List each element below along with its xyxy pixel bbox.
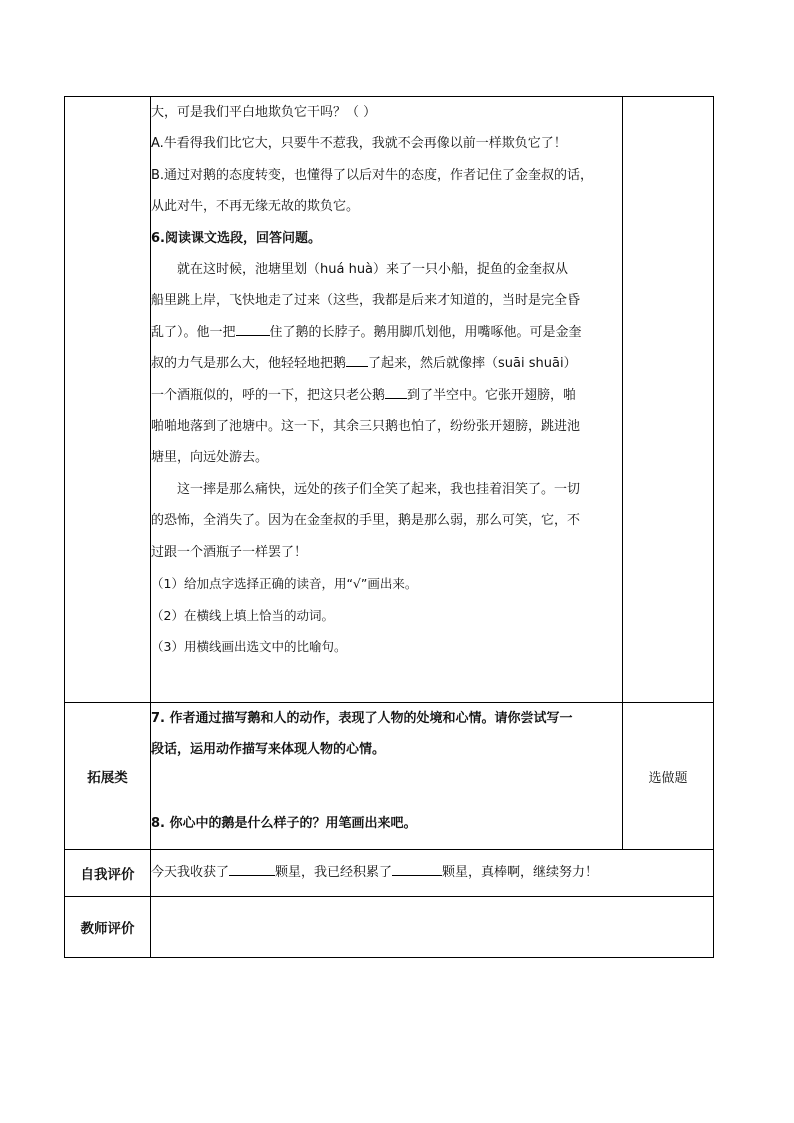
optional-note: 选做题	[623, 703, 714, 850]
reading-content	[151, 97, 623, 703]
passage-line-with-blank	[151, 317, 622, 348]
reading-row	[65, 97, 714, 703]
question-6-title: 6.阅读课文选段，回答问题。	[151, 230, 321, 246]
self-eval-text: 颗星，我已经积累了	[275, 865, 393, 881]
question-5-option-a: A.牛看得我们比它大，只要牛不惹我，我就不会再像以前一样欺负它了！	[151, 136, 567, 152]
self-eval-sentence	[151, 857, 713, 888]
passage-text: 住了鹅的长脖子。鹅用脚爪划他，用嘴啄他。可是金奎	[269, 324, 582, 340]
reading-note-cell	[623, 97, 714, 703]
question-7-line1: 7. 作者通过描写鹅和人的动作，表现了人物的处境和心情。请你尝试写一	[151, 711, 573, 726]
teacher-eval-content[interactable]	[151, 897, 714, 958]
passage-text: 到了半空中。它张开翅膀，啪	[407, 387, 577, 403]
extension-content	[151, 703, 623, 850]
extension-label: 拓展类	[65, 703, 151, 850]
answer-blank[interactable]	[346, 352, 368, 367]
self-eval-row	[65, 850, 714, 897]
teacher-eval-row	[65, 897, 714, 958]
passage-text: 了起来，然后就像摔（suāi shuāi）	[368, 356, 577, 372]
passage-text: 一个酒瓶似的，呼的一下，把这只老公鹅	[151, 387, 386, 403]
passage-line: 过跟一个酒瓶子一样罢了！	[151, 544, 308, 560]
answer-space[interactable]	[151, 766, 622, 808]
passage-text: 叔的力气是那么大，他轻轻地把鹅	[151, 356, 347, 372]
sub-question-2: （2）在横线上填上恰当的动词。	[151, 607, 334, 623]
self-eval-text: 颗星，真棒啊，继续努力！	[442, 865, 599, 881]
question-5-option-b-line1: B.通过对鹅的态度转变，也懂得了以后对牛的态度，作者记住了金奎叔的话，	[151, 167, 594, 183]
teacher-eval-label: 教师评价	[65, 897, 151, 958]
passage-line-with-blank	[151, 380, 622, 411]
answer-blank[interactable]	[236, 321, 270, 336]
self-eval-content	[151, 850, 714, 897]
stars-earned-blank[interactable]	[229, 861, 275, 876]
passage-line: 就在这时候，池塘里划（huá huà）来了一只小船，捉鱼的金奎叔从	[177, 262, 569, 278]
reading-row-label-cell	[65, 97, 151, 703]
question-5-option-b-line2: 从此对牛，不再无缘无故的欺负它。	[151, 199, 360, 215]
self-eval-label: 自我评价	[65, 850, 151, 897]
passage-line: 这一摔是那么痛快，远处的孩子们全笑了起来，我也挂着泪笑了。一切	[177, 481, 581, 497]
worksheet-table	[64, 96, 714, 958]
sub-question-3: （3）用横线画出选文中的比喻句。	[151, 638, 347, 654]
passage-text: 乱了）。他一把	[151, 324, 236, 340]
question-5-tail: 大，可是我们平白地欺负它干吗？（ ）	[151, 105, 377, 120]
passage-line: 船里跳上岸，飞快地走了过来（这些，我都是后来才知道的，当时是完全昏	[151, 293, 581, 309]
passage-line: 塘里，向远处游去。	[151, 450, 269, 466]
question-8: 8. 你心中的鹅是什么样子的？用笔画出来吧。	[151, 815, 417, 831]
stars-total-blank[interactable]	[392, 861, 442, 876]
passage-line: 啪啪地落到了池塘中。这一下，其余三只鹅也怕了，纷纷张开翅膀，跳进池	[151, 419, 581, 435]
extension-row	[65, 703, 714, 850]
self-eval-text: 今天我收获了	[151, 865, 230, 881]
passage-line-with-blank	[151, 348, 622, 379]
sub-question-1: （1）给加点字选择正确的读音，用“√”画出来。	[151, 576, 418, 592]
answer-blank[interactable]	[385, 384, 407, 399]
question-7-line2: 段话，运用动作描写来体现人物的心情。	[151, 742, 386, 758]
passage-line: 的恐怖，全消失了。因为在金奎叔的手里，鹅是那么弱，那么可笑，它，不	[151, 513, 581, 529]
